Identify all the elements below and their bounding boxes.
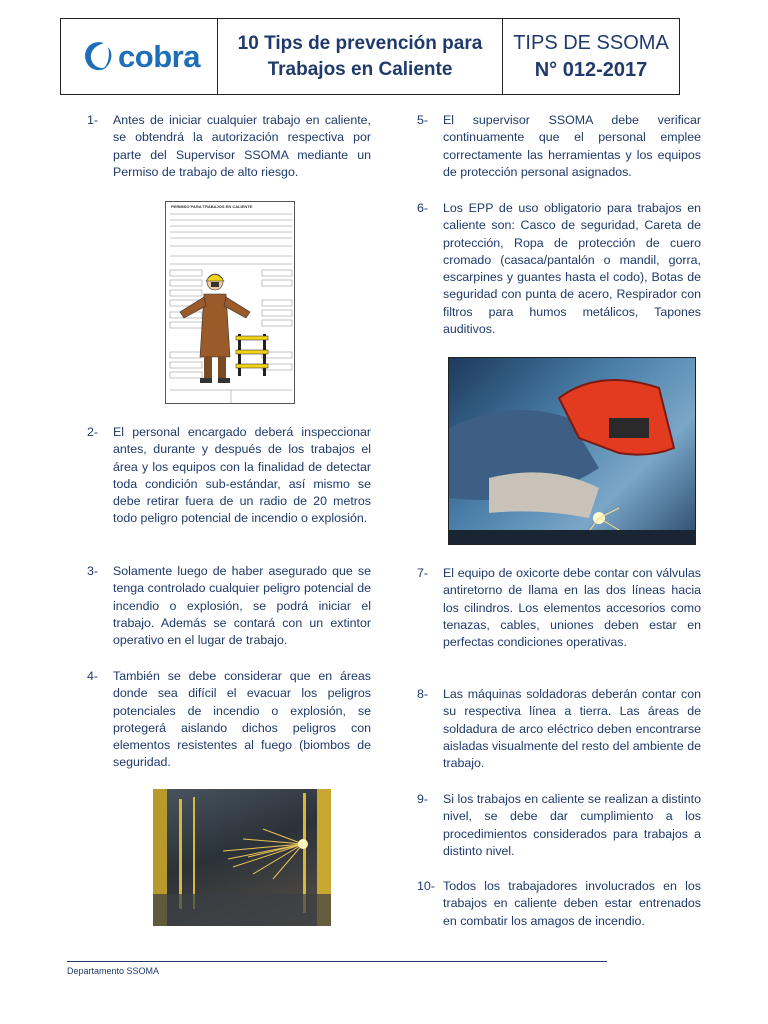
tip-item [417, 112, 701, 181]
title-cell [218, 19, 503, 94]
tip-text: Los EPP de uso obligatorio para trabajos en caliente son: Casco de seguridad, Careta de protección, Ropa de protección de cuero cromado (casaca/pantalón o mandil, gorra, escarpines y guantes hasta el codo), Botas de seguridad con punta de acero, Respirador con filtros para humos metálicos, Tapones auditivos. [443, 201, 701, 337]
tip-item [87, 112, 371, 181]
document-number: N° 012-2017 [534, 58, 648, 81]
tip-item [417, 878, 701, 930]
tip-number: 5- [417, 113, 429, 127]
tip-text: Todos los trabajadores involucrados en los trabajos en caliente deben estar entrenados en combatir los amagos de incendio. [443, 879, 701, 928]
permit-form-title: PERMISO PARA TRABAJOS EN CALIENTE [171, 204, 253, 209]
tip-item [417, 686, 701, 772]
logo-cell [61, 19, 218, 94]
permit-form-illustration [166, 202, 295, 404]
document-title-line2: Trabajos en Caliente [267, 58, 453, 80]
tip-item [417, 791, 701, 860]
tip-text: Solamente luego de haber asegurado que se tenga controlado cualquier peligro potencial de incendio o explosión, se podrá iniciar el trabajo. Además se contará con un extintor operativo en el lugar de trabajo. [113, 564, 371, 648]
tip-item [87, 424, 371, 528]
tip-text: Las máquinas soldadoras deberán contar con su respectiva línea a tierra. Las áreas de soldadura de arco eléctrico deben encontrarse aisladas visualmente del resto del ambiente de trabajo. [443, 687, 701, 771]
tip-text: Si los trabajos en caliente se realizan a distinto nivel, se debe dar cumplimiento a los procedimientos considerados para trabajos a distinto nivel. [443, 792, 701, 858]
permit-form-image [165, 201, 295, 404]
tip-number: 7- [417, 566, 429, 580]
tip-number: 6- [417, 201, 429, 215]
tip-number: 2- [87, 425, 99, 439]
tip-item [87, 563, 371, 649]
tip-text: Antes de iniciar cualquier trabajo en caliente, se obtendrá la autorización respectiva por parte del Supervisor SSOMA mediante un Permiso de trabajo de alto riesgo. [113, 113, 371, 179]
sparks-illustration [153, 789, 331, 926]
logo-text: cobra [118, 38, 200, 74]
footer-department: Departamento SSOMA [67, 966, 160, 976]
tip-number: 8- [417, 687, 429, 701]
tip-text: También se debe considerar que en áreas donde sea difícil el evacuar los peligros potenciales de incendio o explosión, se protegerá aislando dichos peligros con elementos resistentes al fuego (biombos de seguridad. [113, 669, 371, 770]
footer-divider [67, 961, 607, 962]
tip-number: 10- [417, 879, 435, 893]
document-title-line1: 10 Tips de prevención para [237, 32, 483, 54]
cobra-logo [78, 37, 200, 77]
document-series: TIPS DE SSOMA [513, 31, 669, 54]
cutting-sparks-photo [153, 789, 331, 926]
cobra-swirl-icon [78, 37, 118, 77]
tip-item [87, 668, 371, 772]
tip-number: 4- [87, 669, 99, 683]
welder-illustration [449, 358, 696, 545]
tip-text: El equipo de oxicorte debe contar con válvulas antiretorno de llama en las dos líneas hacia los cilindros. Los elementos accesorios como tenazas, cables, uniones deben estar en perfectas condiciones operativas. [443, 566, 701, 650]
document-header [60, 18, 680, 95]
code-cell [503, 19, 679, 94]
welder-photo [448, 357, 696, 545]
tip-number: 3- [87, 564, 99, 578]
tip-text: El supervisor SSOMA debe verificar continuamente que el personal emplee correctamente las herramientas y los equipos de protección personal asignados. [443, 113, 701, 179]
tip-text: El personal encargado deberá inspeccionar antes, durante y después de los trabajos el área y los equipos con la finalidad de detectar toda condición sub-estándar, así mismo se debe retirar fuera de un radio de 20 metros todo peligro potencial de incendio o explosión. [113, 425, 371, 526]
tip-item [417, 200, 701, 338]
tip-number: 1- [87, 113, 99, 127]
tip-item [417, 565, 701, 651]
tip-number: 9- [417, 792, 429, 806]
